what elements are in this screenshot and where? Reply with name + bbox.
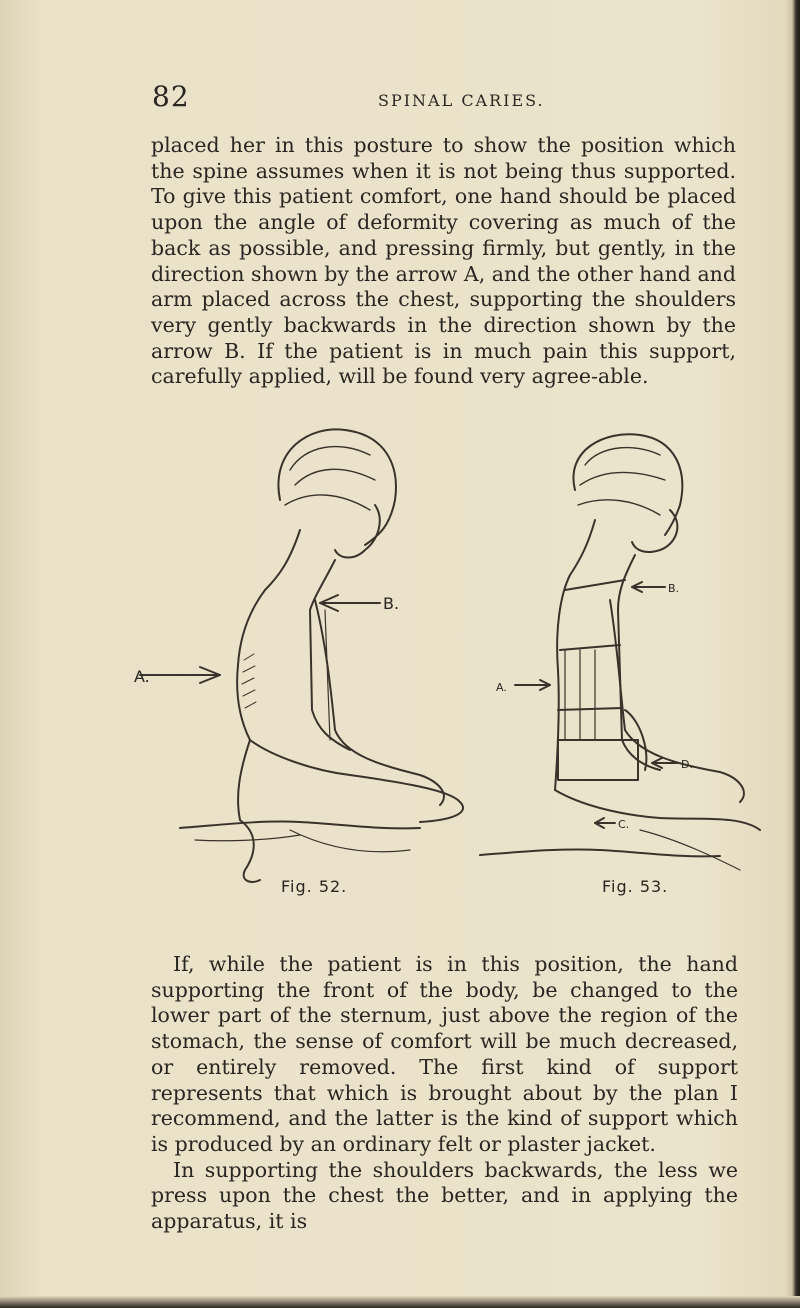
- fig53-label-d: D.: [681, 758, 693, 771]
- fig53-label-a: A.: [496, 681, 507, 694]
- fig53-caption: Fig. 53.: [602, 877, 669, 896]
- page-number: 82: [152, 80, 190, 113]
- fig53-drawing: [480, 434, 760, 870]
- fig53-label-c: C.: [618, 818, 630, 831]
- paragraph-bottom: [151, 952, 738, 1235]
- fig53-label-b: B.: [668, 582, 680, 595]
- paragraph-bottom-second: In supporting the shoulders backwards, the less we press upon the chest the better, and in applying the apparatus, it is: [151, 1157, 738, 1234]
- paragraph-top: placed her in this posture to show the position which the spine assumes when it is not being thus supported. To give this patient comfort, one hand should be placed upon the angle of deformity covering as much of the back as possible, and pressing firmly, but gently, in the direction shown by the arrow A, and the other hand and arm placed across the chest, supporting the shoulders very gently backwards in the direction shown by the arrow B. If the patient is in much pain this support, carefully applied, will be found very agree-able.: [151, 133, 736, 389]
- paragraph-bottom-first: If, while the patient is in this position, the hand supporting the front of the body, be changed to the lower part of the sternum, just above the region of the stomach, the sense of comfort will be much decreased, or entirely removed. The first kind of support represents that which is brought about by the plan I recommend, and the latter is the kind of support which is produced by an ordinary felt or plaster jacket.: [151, 952, 738, 1156]
- running-head: SPINAL CARIES.: [378, 91, 545, 110]
- figure-illustrations: [134, 410, 780, 900]
- fig52-label-a: A.: [134, 667, 150, 686]
- fig52-drawing: [140, 429, 463, 882]
- fig52-caption: Fig. 52.: [281, 877, 348, 896]
- fig52-label-b: B.: [383, 594, 400, 613]
- page-edge: [0, 1296, 800, 1308]
